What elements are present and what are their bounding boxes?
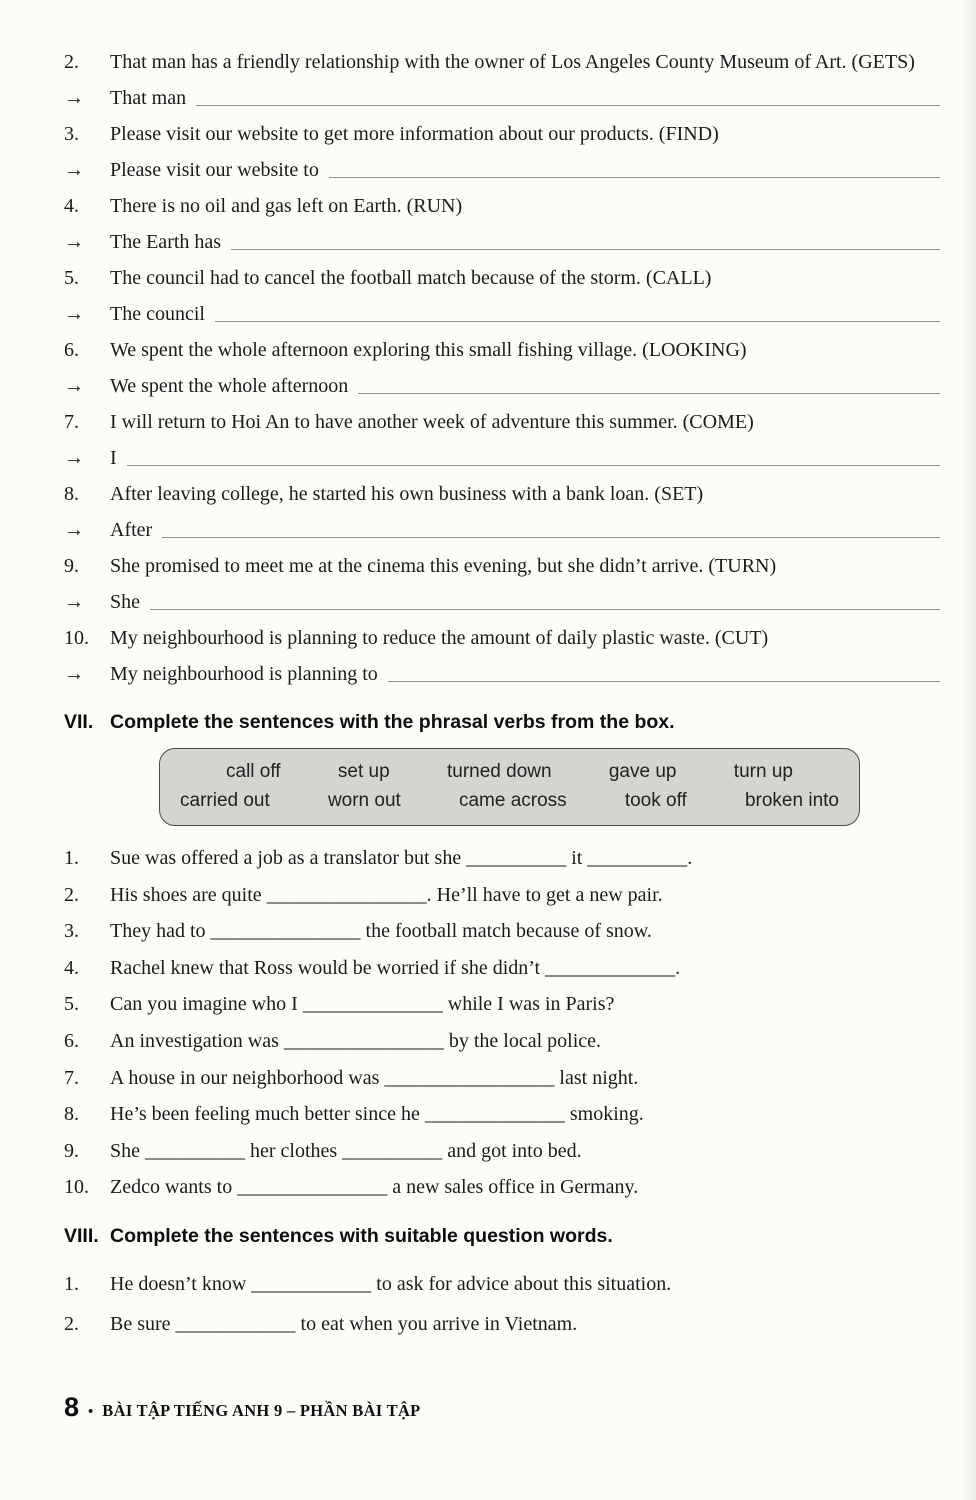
exercise-item [64, 548, 940, 620]
item-number: 5. [64, 993, 79, 1016]
answer-blank-line [127, 450, 940, 466]
sentence-text: A house in our neighborhood was _________________ last night. [110, 1066, 639, 1089]
section-vii-heading [64, 708, 940, 736]
sentence-text: She __________ her clothes __________ and got into bed. [110, 1139, 582, 1162]
section-number: VIII. [64, 1224, 99, 1247]
sentence-text: Rachel knew that Ross would be worried if she didn’t _____________. [110, 956, 681, 979]
item-number: 7. [64, 411, 79, 433]
prompt-sentence: After leaving college, he started his own business with a bank loan. (SET) [110, 483, 704, 505]
prompt-sentence: My neighbourhood is planning to reduce the amount of daily plastic waste. (CUT) [110, 627, 769, 649]
rewriting-exercise-list [64, 44, 940, 692]
answer-blank-line [358, 378, 940, 394]
rewrite-prefix: I [110, 447, 117, 469]
phrasal-verb: came across [458, 790, 567, 811]
sentence-text: His shoes are quite ________________. He’ll have to get a new pair. [110, 883, 663, 906]
rewrite-prefix: Please visit our website to [110, 159, 319, 181]
item-number: 3. [64, 123, 79, 145]
rewrite-prefix: That man [110, 87, 187, 109]
sentence-item [64, 1264, 940, 1304]
arrow-icon: → [64, 303, 84, 325]
footer-book-title: BÀI TẬP TIẾNG ANH 9 – PHẦN BÀI TẬP [102, 1401, 421, 1420]
item-number: 9. [64, 1139, 79, 1162]
answer-blank-line [162, 522, 940, 538]
rewrite-row [64, 368, 940, 404]
arrow-icon: → [64, 591, 84, 613]
arrow-icon: → [64, 87, 84, 109]
phrasal-verb: set up [337, 761, 390, 782]
page-footer [64, 1392, 421, 1423]
prompt-sentence: The council had to cancel the football match because of the storm. (CALL) [110, 267, 712, 289]
prompt-row [64, 404, 940, 440]
item-number: 2. [64, 51, 79, 73]
section-title: Complete the sentences with the phrasal verbs from the box. [110, 711, 675, 733]
arrow-icon: → [64, 375, 84, 397]
prompt-row [64, 620, 940, 656]
arrow-icon: → [64, 447, 84, 469]
exercise-item [64, 44, 940, 116]
prompt-sentence: She promised to meet me at the cinema this evening, but she didn’t arrive. (TURN) [110, 555, 777, 577]
exercise-item [64, 116, 940, 188]
phrasal-verb: took off [624, 790, 687, 811]
rewrite-row [64, 296, 940, 332]
phrasal-verb: carried out [180, 790, 270, 811]
item-number: 2. [64, 883, 79, 906]
rewrite-row [64, 224, 940, 260]
answer-blank-line [196, 90, 940, 106]
exercise-item [64, 260, 940, 332]
item-number: 4. [64, 956, 79, 979]
sentence-text: An investigation was ________________ by the local police. [110, 1029, 602, 1052]
item-number: 1. [64, 847, 79, 869]
arrow-icon: → [64, 663, 84, 685]
item-number: 3. [64, 920, 79, 943]
phrasal-verb: broken into [744, 790, 839, 811]
item-number: 7. [64, 1066, 79, 1089]
verb-box-row-1 [178, 757, 841, 786]
sentence-item [64, 1060, 940, 1097]
rewrite-row [64, 512, 940, 548]
item-number: 6. [64, 339, 79, 361]
rewrite-prefix: We spent the whole afternoon [110, 375, 349, 397]
prompt-sentence: There is no oil and gas left on Earth. (RUN) [110, 195, 463, 217]
item-number: 4. [64, 195, 79, 217]
arrow-icon: → [64, 519, 84, 541]
sentence-text: They had to _______________ the football match because of snow. [110, 920, 652, 943]
answer-blank-line [215, 306, 940, 322]
item-number: 6. [64, 1029, 79, 1052]
prompt-row [64, 116, 940, 152]
prompt-row [64, 260, 940, 296]
answer-blank-line [388, 666, 940, 682]
sentence-text: He doesn’t know ____________ to ask for advice about this situation. [110, 1272, 672, 1295]
item-number: 8. [64, 483, 79, 505]
item-number: 10. [64, 627, 89, 649]
scan-edge-shadow [962, 0, 976, 1500]
item-number: 5. [64, 267, 79, 289]
rewrite-row [64, 656, 940, 692]
footer-bullet: • [88, 1404, 94, 1420]
prompt-row [64, 548, 940, 584]
rewrite-prefix: The council [110, 303, 205, 325]
rewrite-row [64, 80, 940, 116]
prompt-sentence: I will return to Hoi An to have another week of adventure this summer. (COME) [110, 411, 754, 433]
rewrite-prefix: My neighbourhood is planning to [110, 663, 378, 685]
rewrite-row [64, 584, 940, 620]
sentence-item [64, 1133, 940, 1170]
sentence-text: Be sure ____________ to eat when you arrive in Vietnam. [110, 1312, 578, 1335]
item-number: 10. [64, 1176, 89, 1199]
phrasal-verb: turned down [446, 761, 552, 782]
sentence-item [64, 1023, 940, 1060]
exercise-item [64, 188, 940, 260]
verb-box-row-2 [178, 786, 841, 815]
sentence-item [64, 1304, 940, 1344]
item-number: 1. [64, 1272, 79, 1295]
arrow-icon: → [64, 231, 84, 253]
page-number: 8 [64, 1392, 80, 1422]
sentence-item [64, 877, 940, 914]
prompt-sentence: That man has a friendly relationship with the owner of Los Angeles County Museum of Art. (GETS) [110, 51, 915, 73]
prompt-row [64, 332, 940, 368]
sentence-text: He’s been feeling much better since he ______________ smoking. [110, 1103, 644, 1126]
phrasal-verb-box [159, 748, 860, 826]
arrow-icon: → [64, 159, 84, 181]
section-number: VII. [64, 711, 94, 733]
item-number: 2. [64, 1312, 79, 1335]
prompt-row [64, 44, 940, 80]
rewrite-prefix: She [110, 591, 140, 613]
exercise-item [64, 404, 940, 476]
exercise-item [64, 476, 940, 548]
rewrite-row [64, 152, 940, 188]
prompt-row [64, 188, 940, 224]
answer-blank-line [231, 234, 940, 250]
question-word-sentence-list [64, 1264, 940, 1344]
sentence-item [64, 986, 940, 1023]
sentence-text: Zedco wants to _______________ a new sales office in Germany. [110, 1176, 639, 1199]
phrasal-verb-sentence-list [64, 840, 940, 1206]
sentence-text: Can you imagine who I ______________ while I was in Paris? [110, 993, 615, 1016]
item-number: 9. [64, 555, 79, 577]
prompt-row [64, 476, 940, 512]
sentence-item [64, 950, 940, 987]
exercise-item [64, 620, 940, 692]
section-viii-heading [64, 1222, 940, 1250]
sentence-item [64, 913, 940, 950]
phrasal-verb: worn out [327, 790, 401, 811]
exercise-item [64, 332, 940, 404]
answer-blank-line [329, 162, 940, 178]
phrasal-verb: call off [226, 761, 281, 782]
prompt-sentence: We spent the whole afternoon exploring this small fishing village. (LOOKING) [110, 339, 747, 361]
item-number: 8. [64, 1103, 79, 1126]
sentence-text: Sue was offered a job as a translator but she __________ it __________. [110, 847, 693, 869]
rewrite-prefix: The Earth has [110, 231, 222, 253]
phrasal-verb: turn up [733, 761, 793, 782]
sentence-item [64, 840, 940, 877]
answer-blank-line [150, 594, 940, 610]
section-title: Complete the sentences with suitable question words. [110, 1224, 613, 1247]
prompt-sentence: Please visit our website to get more information about our products. (FIND) [110, 123, 719, 145]
sentence-item [64, 1169, 940, 1206]
rewrite-row [64, 440, 940, 476]
rewrite-prefix: After [110, 519, 153, 541]
phrasal-verb: gave up [608, 761, 677, 782]
sentence-item [64, 1096, 940, 1133]
